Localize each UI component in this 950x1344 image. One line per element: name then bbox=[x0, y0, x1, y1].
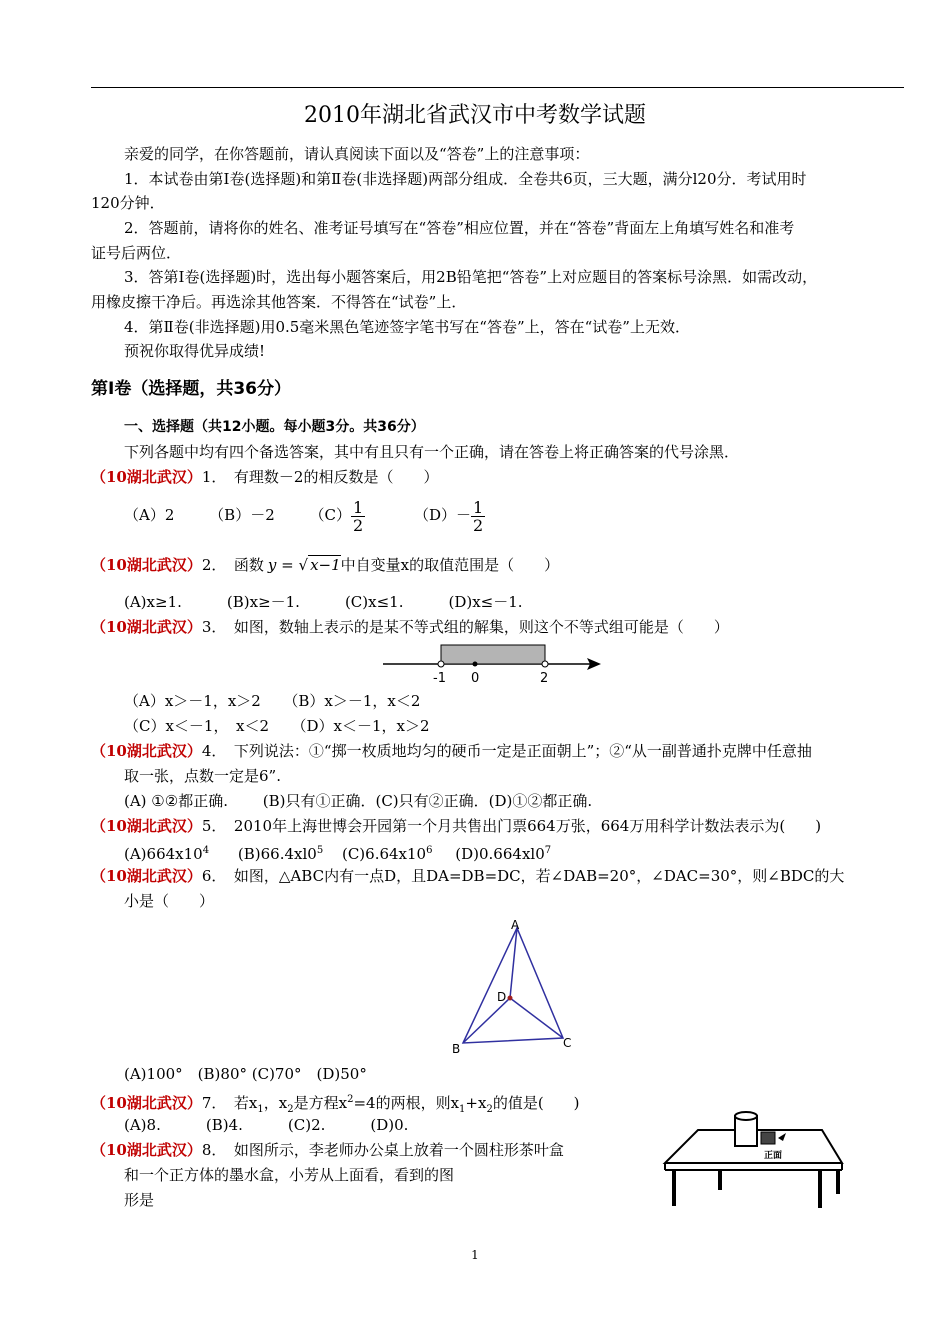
q5-exp-c: 6 bbox=[426, 845, 433, 856]
number-line-figure bbox=[383, 642, 613, 687]
q5-option-c: (C)6.64x10 bbox=[341, 845, 427, 863]
segment-bd bbox=[463, 998, 510, 1043]
note-1-line-1: 1．本试卷由第Ⅰ卷(选择题)和第Ⅱ卷(非选择题)两部分组成．全卷共6页，三大题，满分l20分．考试用时 bbox=[124, 170, 807, 188]
q1-option-b: （B）－2 bbox=[209, 506, 275, 524]
q2-post: 中自变量x的取值范围是（ ） bbox=[340, 556, 560, 574]
q1-option-c: （C） bbox=[309, 506, 352, 524]
q1-option-a: （A）2 bbox=[124, 506, 175, 524]
q7-mid-3: =4的两根，则x bbox=[353, 1094, 460, 1112]
question-5-options bbox=[124, 841, 551, 864]
label-b: B bbox=[452, 1042, 461, 1056]
q1-option-d: （D）－ bbox=[413, 506, 472, 524]
label-d: D bbox=[497, 990, 507, 1004]
desk-figure bbox=[660, 1108, 850, 1218]
question-source: （10湖北武汉） bbox=[91, 1141, 202, 1159]
q7-post: 的值是( ) bbox=[492, 1094, 580, 1112]
open-circle-minus-1 bbox=[438, 661, 444, 667]
question-1-options bbox=[124, 495, 485, 537]
intro-greeting: 亲爱的同学，在你答题前，请认真阅读下面以及“答卷”上的注意事项： bbox=[124, 145, 590, 163]
q7-mid-2: 是方程x bbox=[293, 1094, 348, 1112]
question-2-options: (A)x≥1. (B)x≥－1. (C)x≤1. (D)x≤－1. bbox=[124, 593, 523, 611]
question-6-options: (A)100° (B)80° (C)70° (D)50° bbox=[124, 1065, 367, 1083]
question-1-stem: 1． 有理数－2的相反数是（ ） bbox=[201, 468, 439, 486]
solution-range-shade bbox=[441, 645, 545, 664]
q7-mid-1: ，x bbox=[263, 1094, 288, 1112]
question-3 bbox=[91, 617, 729, 637]
triangle-figure bbox=[450, 915, 580, 1055]
label-minus-1: -1 bbox=[433, 671, 446, 686]
label-2: 2 bbox=[540, 671, 549, 686]
part-1-description: 下列各题中均有四个备选答案，其中有且只有一个正确，请在答卷上将正确答案的代号涂黑． bbox=[124, 443, 740, 461]
question-8-stem-line-2: 和一个正方体的墨水盒，小芳从上面看，看到的图 bbox=[124, 1166, 455, 1184]
q5-option-d: (D)0.664xl0 bbox=[455, 845, 545, 863]
tea-canister-lid bbox=[735, 1112, 757, 1120]
front-direction-arrow-icon bbox=[778, 1133, 786, 1141]
label-c: C bbox=[563, 1036, 572, 1050]
q5-option-b: (B)66.4xl0 bbox=[237, 845, 317, 863]
question-6 bbox=[91, 866, 844, 886]
note-1-line-2: 120分钟． bbox=[91, 194, 165, 212]
question-8-stem-line-3: 形是 bbox=[124, 1191, 155, 1209]
question-4-stem-line-2: 取一张，点数一定是6”. bbox=[124, 767, 281, 785]
q2-radicand: x−1 bbox=[310, 556, 341, 574]
question-2 bbox=[91, 555, 559, 575]
part-1-heading: 一、选择题（共12小题。每小题3分。共36分） bbox=[124, 419, 425, 435]
q1-fraction-d bbox=[471, 499, 485, 534]
header-rule bbox=[91, 87, 904, 88]
q5-exp-a: 4 bbox=[202, 845, 210, 856]
q7-sub-2: 2 bbox=[287, 1104, 294, 1115]
numerator: 1 bbox=[473, 497, 484, 517]
question-5 bbox=[91, 816, 821, 836]
denominator: 2 bbox=[353, 515, 364, 535]
question-7-options: (A)8. (B)4. (C)2. (D)0. bbox=[124, 1116, 409, 1134]
question-4-options: (A) ①②都正确. (B)只有①正确．(C)只有②正确．(D)①②都正确. bbox=[124, 792, 593, 810]
question-source: （10湖北武汉） bbox=[91, 867, 202, 885]
note-3-line-2: 用橡皮擦干净后。再选涂其他答案．不得答在“试卷”上． bbox=[91, 293, 467, 311]
question-4 bbox=[91, 741, 812, 761]
question-source: （10湖北武汉） bbox=[91, 817, 202, 835]
question-8 bbox=[91, 1140, 564, 1160]
q7-sub-4: 2 bbox=[486, 1104, 493, 1115]
q7-pre: 7． 若x bbox=[201, 1094, 258, 1112]
question-source: （10湖北武汉） bbox=[91, 618, 202, 636]
question-3-options-row-2: （C）x＜－1， x＜2 （D）x＜－1，x＞2 bbox=[124, 717, 430, 735]
q2-eq: = bbox=[276, 556, 299, 574]
question-8-stem: 8． 如图所示，李老师办公桌上放着一个圆柱形茶叶盒 bbox=[201, 1141, 564, 1159]
note-2-line-2: 证号后两位． bbox=[91, 244, 182, 262]
q2-y: y bbox=[267, 556, 277, 574]
ink-box-cube bbox=[761, 1132, 775, 1144]
page-title: 2010年湖北省武汉市中考数学试题 bbox=[304, 103, 646, 128]
question-5-stem: 5． 2010年上海世博会开园第一个月共售出门票664万张，664万用科学计数法表示为( ) bbox=[201, 817, 822, 835]
question-3-stem: 3． 如图，数轴上表示的是某不等式组的解集，则这个不等式组可能是（ ） bbox=[201, 618, 729, 636]
question-source: （10湖北武汉） bbox=[91, 1094, 202, 1112]
radical-sign: √ bbox=[298, 556, 309, 574]
question-4-stem: 4． 下列说法：①“掷一枚质地均匀的硬币一定是正面朝上”；②“从一副普通扑克牌中任意抽 bbox=[201, 742, 812, 760]
q7-sub-1: 1 bbox=[257, 1104, 264, 1115]
q7-sup: 2 bbox=[347, 1094, 354, 1105]
page-number: 1 bbox=[471, 1248, 479, 1262]
tick-dot-0 bbox=[473, 662, 478, 667]
intro-wish: 预祝你取得优异成绩! bbox=[124, 342, 266, 360]
question-source: （10湖北武汉） bbox=[91, 468, 202, 486]
question-source: （10湖北武汉） bbox=[91, 742, 202, 760]
point-d bbox=[508, 996, 513, 1001]
label-0: 0 bbox=[471, 671, 480, 686]
q2-pre: 2． 函数 bbox=[201, 556, 264, 574]
section-1-heading: 第Ⅰ卷（选择题，共36分） bbox=[91, 379, 291, 399]
question-source: （10湖北武汉） bbox=[91, 556, 202, 574]
denominator: 2 bbox=[473, 515, 484, 535]
q7-sub-3: 1 bbox=[459, 1104, 466, 1115]
numerator: 1 bbox=[353, 497, 364, 517]
note-4: 4．第Ⅱ卷(非选择题)用0.5毫米黑色笔迹签字笔书写在“答卷”上，答在“试卷”上无效． bbox=[124, 318, 690, 336]
label-a: A bbox=[511, 918, 520, 932]
q1-fraction-c bbox=[351, 499, 365, 534]
q5-exp-b: 5 bbox=[316, 845, 324, 856]
question-3-options-row-1: （A）x＞－1，x＞2 （B）x＞－1，x＜2 bbox=[124, 692, 421, 710]
segment-ad bbox=[510, 928, 517, 998]
note-3-line-1: 3．答第Ⅰ卷(选择题)时，选出每小题答案后，用2B铅笔把“答卷”上对应题目的答案标号涂黑．如需改动， bbox=[124, 268, 818, 286]
question-6-stem: 6． 如图，△ABC内有一点D，且DA=DB=DC，若∠DAB=20°，∠DAC=30°，则∠BDC的大 bbox=[201, 867, 845, 885]
q5-exp-d: 7 bbox=[544, 845, 552, 856]
q7-mid-4: +x bbox=[465, 1094, 487, 1112]
note-2-line-1: 2．答题前，请将你的姓名、准考证号填写在“答卷”相应位置，并在“答卷”背面左上角填写姓名和准考 bbox=[124, 219, 795, 237]
open-circle-2 bbox=[542, 661, 548, 667]
front-label: 正面 bbox=[764, 1151, 783, 1161]
question-1 bbox=[91, 467, 438, 487]
q5-option-a: (A)664x10 bbox=[124, 845, 203, 863]
question-6-stem-line-2: 小是（ ） bbox=[124, 892, 215, 910]
